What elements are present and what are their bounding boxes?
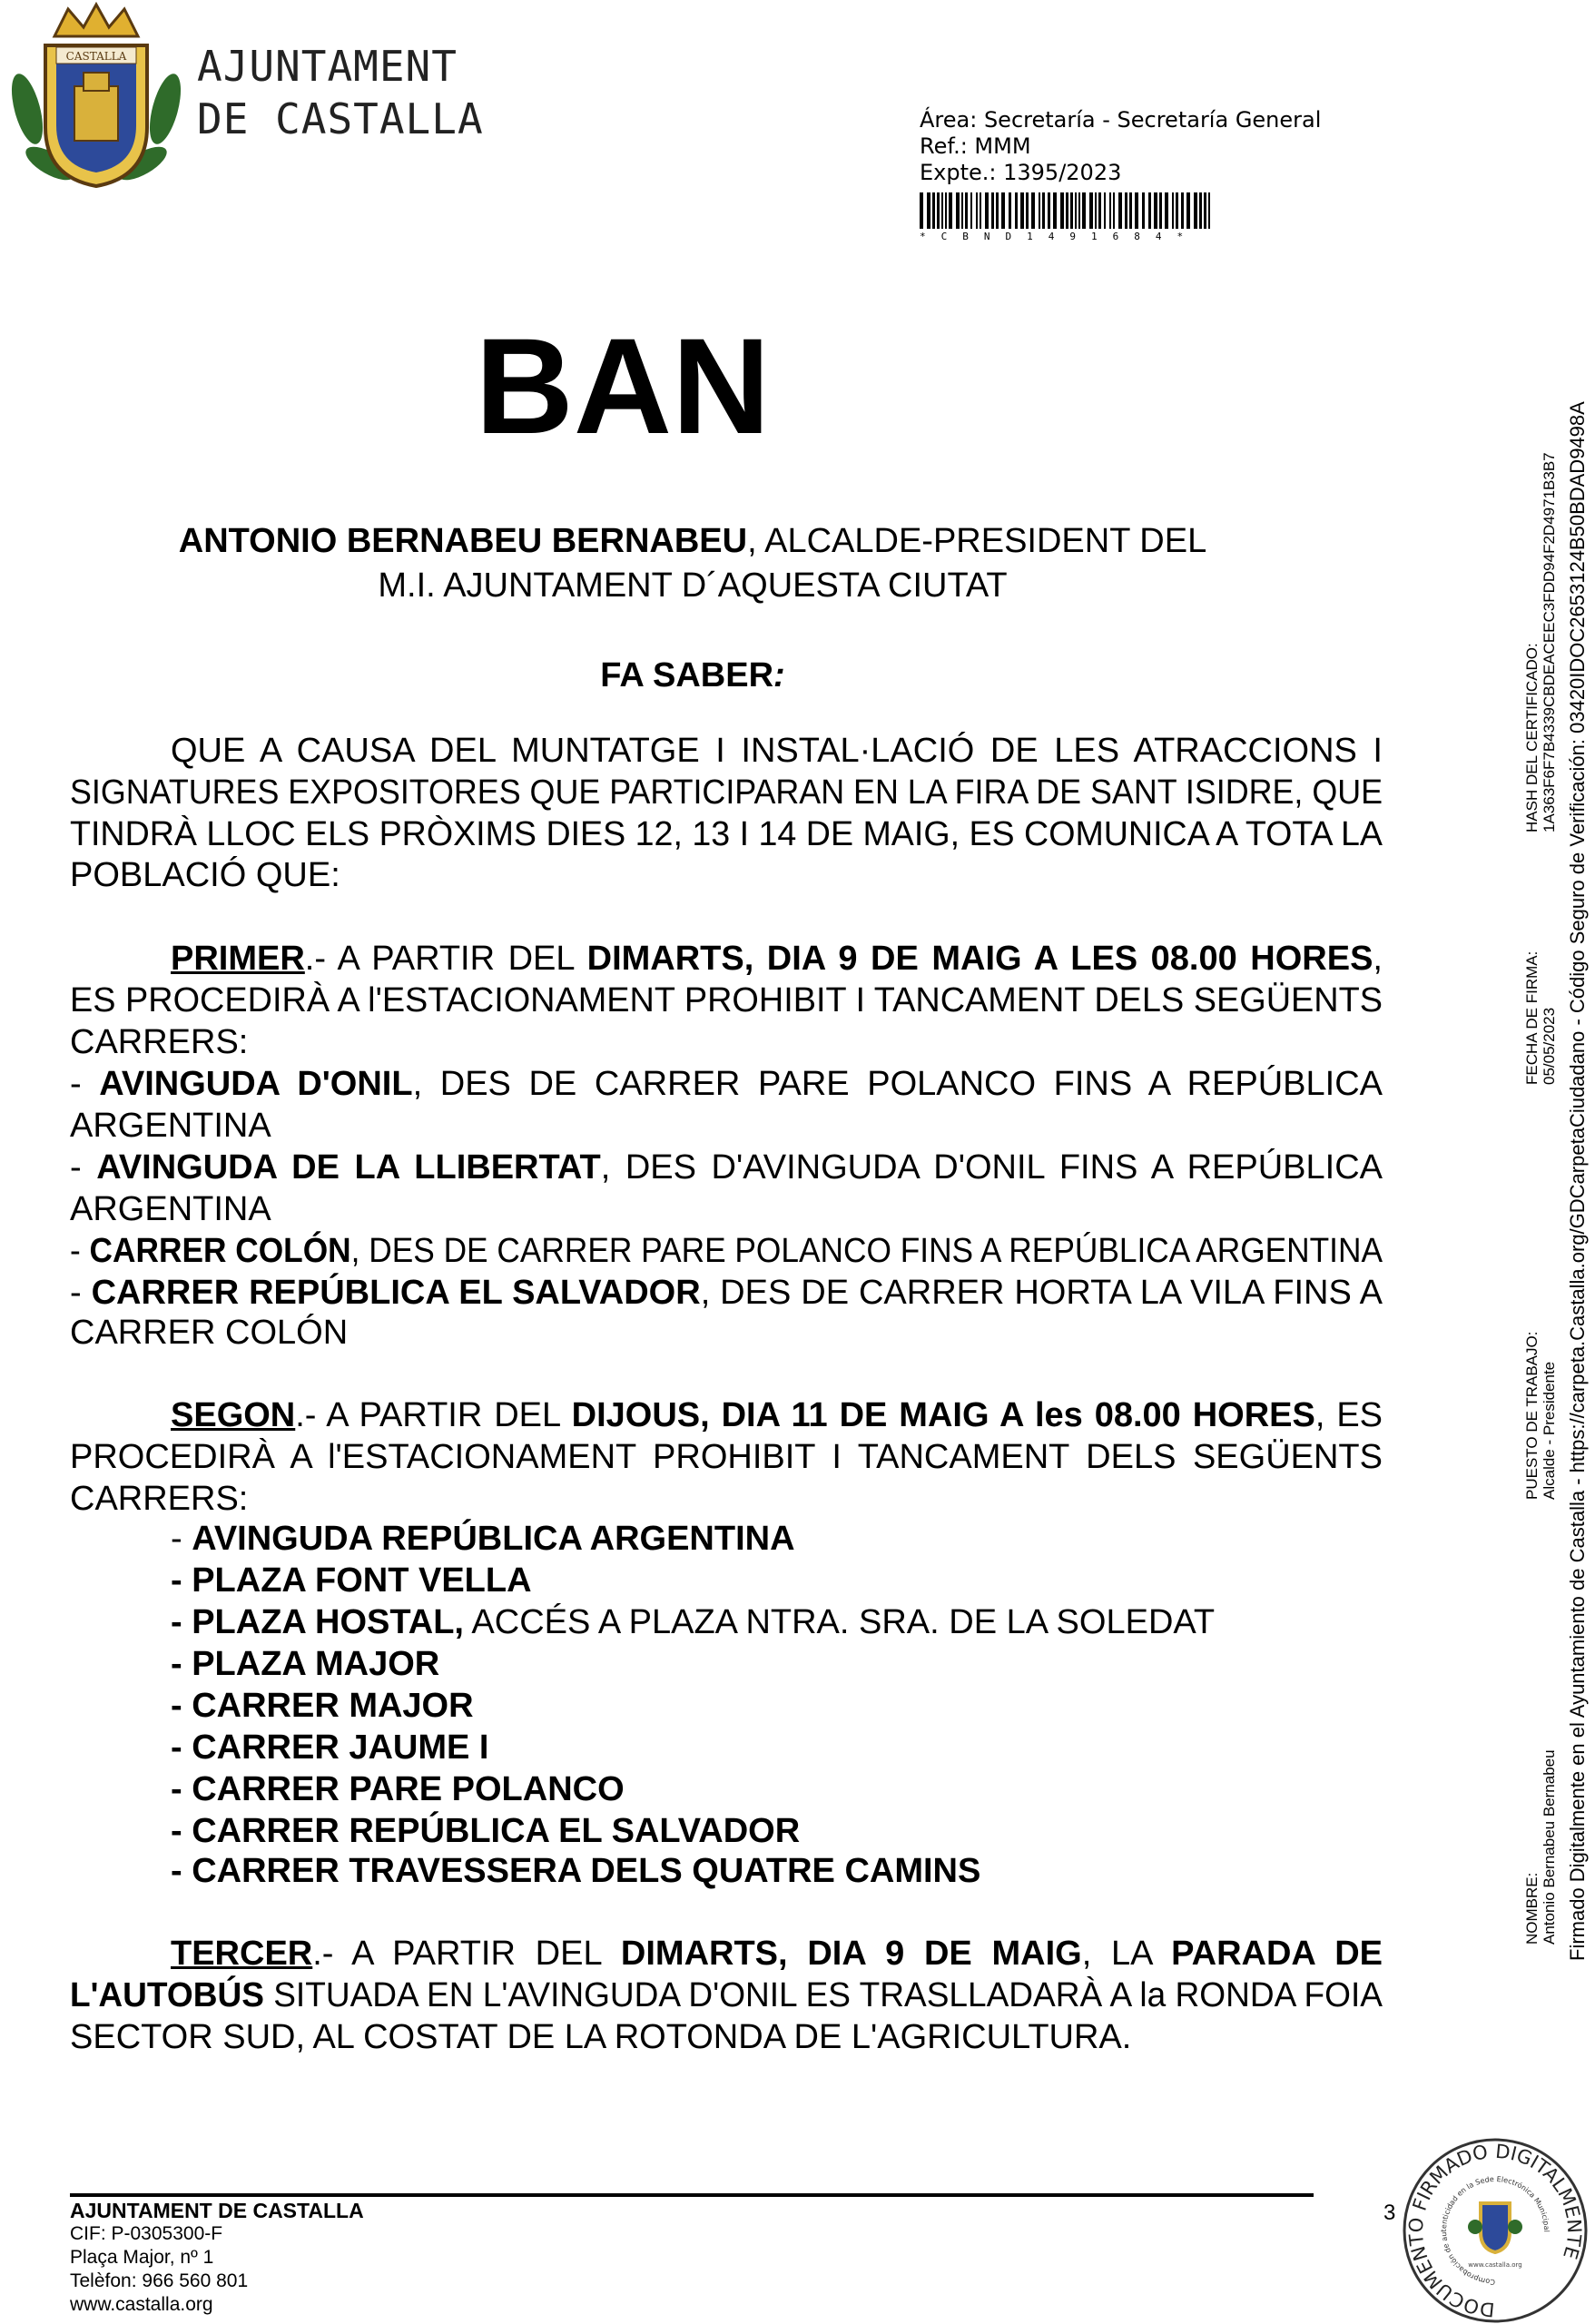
body-text-line — [70, 1188, 1383, 1230]
text-segment: ARGENTINA — [70, 1190, 271, 1228]
barcode-bar — [1129, 192, 1132, 229]
footer-phone: Telèfon: 966 560 801 — [70, 2270, 249, 2291]
barcode-bar — [949, 192, 952, 229]
footer-web: www.castalla.org — [70, 2294, 213, 2315]
body-text-line-content — [171, 938, 1383, 980]
barcode-bar — [985, 192, 989, 229]
body-text-line-content — [70, 1974, 1383, 2016]
text-segment: SECTOR SUD, AL COSTAT DE LA ROTONDA DE L'AGRICULTURA. — [70, 2018, 1132, 2056]
hash-value: 1A363F6F7B4339CBDEACEEC3FDD94F2D4971B3B7 — [1541, 452, 1558, 832]
text-segment: - — [70, 1232, 90, 1270]
barcode-bar — [1172, 192, 1174, 229]
body-text-line-content — [70, 1478, 248, 1520]
body-text-line-content — [171, 1768, 625, 1810]
barcode-bar — [1078, 192, 1080, 229]
emphasis-text: DIMARTS, DIA 9 DE MAIG A LES 08.00 HORES — [586, 940, 1373, 978]
verification-line: Firmado Digitalmente en el Ayuntamiento de Castalla - https://carpeta.Castalla.org/GDCarpetaCiudadano - Código Seguro de Verificación: 03420IDOC2653124B50BDAD9498A — [1566, 401, 1589, 1961]
body-text-line-content — [70, 1063, 1383, 1105]
emphasis-text: - PLAZA FONT VELLA — [171, 1561, 532, 1600]
body-text-line — [171, 1685, 1383, 1727]
barcode-bar — [927, 192, 930, 229]
body-text-line — [70, 813, 1383, 855]
barcode-bar — [1148, 192, 1151, 229]
text-segment: ES PROCEDIRÀ A l'ESTACIONAMENT PROHIBIT I TANCAMENT DELS SEGÜENTS — [70, 981, 1383, 1019]
emphasis-text: - CARRER PARE POLANCO — [171, 1770, 625, 1808]
barcode-bar — [1070, 192, 1073, 229]
barcode-bar — [1113, 192, 1115, 229]
footer-cif: CIF: P-0305300-F — [70, 2223, 223, 2244]
body-text-line-content — [171, 730, 1383, 772]
body-text-line — [70, 772, 1383, 813]
body-text-line — [171, 730, 1383, 772]
barcode-bar — [1031, 192, 1035, 229]
barcode-bar — [1154, 192, 1157, 229]
footer-title: AJUNTAMENT DE CASTALLA — [70, 2199, 364, 2222]
text-segment: SITUADA EN L'AVINGUDA D'ONIL ES TRASLLADARÀ A la RONDA FOIA — [263, 1976, 1383, 2014]
text-segment: .- A PARTIR DEL — [295, 1396, 572, 1434]
organization-name — [197, 40, 484, 145]
body-text-line-content — [70, 813, 1383, 855]
footer-address: Plaça Major, nº 1 — [70, 2247, 214, 2268]
body-text-line — [171, 938, 1383, 980]
text-segment: - — [70, 1065, 100, 1103]
barcode-bar — [1194, 192, 1197, 229]
body-text-line — [70, 1230, 1383, 1272]
expte-text: Expte.: 1395/2023 — [920, 160, 1122, 185]
text-segment: TINDRÀ LLOC ELS PRÒXIMS DIES 12, 13 I 14 DE MAIG, ES COMUNICA A TOTA LA — [70, 815, 1383, 853]
body-text-line — [171, 1768, 1383, 1810]
fa-saber-text: FA SABER — [600, 656, 774, 694]
area-text: Área: Secretaría - Secretaría General — [920, 107, 1322, 133]
text-segment: - — [70, 1148, 97, 1187]
body-text-line — [171, 1810, 1383, 1852]
barcode — [920, 192, 1215, 229]
emphasis-text: - CARRER TRAVESSERA DELS QUATRE CAMINS — [171, 1852, 981, 1890]
text-segment: QUE A CAUSA DEL MUNTATGE I INSTAL·LACIÓ DE LES ATRACCIONS I — [171, 732, 1383, 770]
emphasis-text: - PLAZA HOSTAL, — [171, 1603, 464, 1641]
body-text-line-content — [171, 1850, 980, 1892]
text-segment: , DES DE CARRER PARE POLANCO FINS A REPÚBLICA ARGENTINA — [350, 1232, 1383, 1270]
digital-signature-info — [1521, 383, 1593, 1963]
body-text-line — [70, 1436, 1383, 1478]
barcode-bar — [1208, 192, 1210, 229]
body-text-line — [70, 1478, 1383, 1520]
barcode-text: *CBND1491684* — [920, 231, 1199, 242]
digital-signature-stamp — [1403, 2138, 1589, 2324]
body-text-line-content — [70, 1436, 1383, 1478]
fecha-value: 05/05/2023 — [1541, 1007, 1558, 1085]
barcode-bar — [1204, 192, 1206, 229]
body-text-line — [171, 1560, 1383, 1601]
body-text-line — [171, 1394, 1383, 1436]
body-text-line — [70, 1312, 1383, 1354]
body-text-line-content — [70, 1230, 1383, 1272]
emphasis-text: - PLAZA MAJOR — [171, 1645, 440, 1683]
barcode-bar — [1060, 192, 1064, 229]
barcode-bar — [1039, 192, 1040, 229]
text-segment: - — [70, 1274, 92, 1312]
emphasis-text: CARRER COLÓN — [89, 1232, 351, 1270]
body-text-line-content — [171, 1560, 532, 1601]
barcode-bar — [1199, 192, 1202, 229]
barcode-bar — [965, 192, 968, 229]
barcode-bar — [1020, 192, 1024, 229]
body-text-line — [171, 1850, 1383, 1892]
logo-text: CASTALLA — [65, 50, 127, 63]
emphasis-text: DIMARTS, DIA 9 DE MAIG — [620, 1935, 1082, 1973]
section-heading: TERCER — [171, 1935, 313, 1973]
body-text-line — [70, 2016, 1383, 2058]
barcode-bar — [941, 192, 943, 229]
barcode-bar — [1053, 192, 1057, 229]
text-segment: .- A PARTIR DEL — [304, 940, 587, 978]
emphasis-text: AVINGUDA REPÚBLICA ARGENTINA — [192, 1520, 795, 1558]
fecha-label: FECHA DE FIRMA: — [1523, 950, 1541, 1085]
body-text-line — [70, 854, 1383, 896]
body-text-line — [171, 1643, 1383, 1685]
barcode-bar — [996, 192, 999, 229]
text-segment: CARRER COLÓN — [70, 1314, 349, 1352]
barcode-bar — [1165, 192, 1168, 229]
body-text-line-content — [70, 1021, 248, 1063]
body-text-line-content — [70, 1272, 1383, 1314]
text-segment: , LA — [1081, 1935, 1172, 1973]
body-text-line-content — [171, 1810, 800, 1852]
text-segment: , DES DE CARRER PARE POLANCO FINS A REPÚBLICA — [412, 1065, 1383, 1103]
section-heading: SEGON — [171, 1396, 296, 1434]
text-segment: CARRERS: — [70, 1480, 249, 1518]
barcode-bar — [1159, 192, 1162, 229]
body-text-line-content — [171, 1727, 488, 1768]
barcode-bar — [1142, 192, 1145, 229]
emphasis-text: CARRER REPÚBLICA EL SALVADOR — [91, 1274, 701, 1312]
body-text-line-content — [171, 1601, 1215, 1643]
puesto-label: PUESTO DE TRABAJO: — [1523, 1331, 1541, 1500]
text-segment: ARGENTINA — [70, 1107, 271, 1145]
barcode-bar — [1089, 192, 1093, 229]
body-text-line-content — [70, 1188, 271, 1230]
barcode-bar — [1066, 192, 1068, 229]
fa-saber-heading — [70, 656, 1315, 695]
body-text-line — [70, 1021, 1383, 1063]
body-text-line-content — [70, 854, 340, 896]
barcode-bar — [991, 192, 994, 229]
footer-divider — [70, 2193, 1314, 2197]
castalla-coat-of-arms-logo — [0, 0, 192, 195]
body-text-line-content — [171, 1685, 474, 1727]
document-metadata — [920, 107, 1321, 186]
text-segment: , ES — [1314, 1396, 1383, 1434]
nombre-label: NOMBRE: — [1523, 1872, 1541, 1945]
body-text-line-content — [70, 1312, 348, 1354]
barcode-bar — [1104, 192, 1106, 229]
text-segment: , — [1373, 940, 1383, 978]
barcode-bar — [1095, 192, 1097, 229]
body-text-line-content — [70, 980, 1383, 1021]
barcode-bar — [1098, 192, 1101, 229]
text-segment: , DES D'AVINGUDA D'ONIL FINS A REPÚBLICA — [600, 1148, 1383, 1187]
emphasis-text: - CARRER MAJOR — [171, 1687, 474, 1725]
body-text-line — [171, 1518, 1383, 1560]
stamp-url: www.castalla.org — [1468, 2261, 1522, 2269]
barcode-bar — [1186, 192, 1190, 229]
barcode-bar — [1109, 192, 1111, 229]
org-name-line-1: AJUNTAMENT — [197, 42, 458, 91]
barcode-bar — [1181, 192, 1184, 229]
emphasis-text: AVINGUDA DE LA LLIBERTAT — [96, 1148, 601, 1187]
fa-saber-colon: : — [773, 656, 785, 694]
barcode-bar — [937, 192, 940, 229]
body-text-line — [171, 1933, 1383, 1974]
nombre-value: Antonio Bernabeu Bernabeu — [1541, 1749, 1558, 1945]
barcode-bar — [976, 192, 978, 229]
barcode-bar — [1048, 192, 1050, 229]
barcode-bar — [956, 192, 960, 229]
text-segment: SIGNATURES EXPOSITORES QUE PARTICIPARAN EN LA FIRA DE SANT ISIDRE, QUE — [70, 773, 1383, 812]
body-text-line — [70, 1105, 1383, 1147]
barcode-bar — [1082, 192, 1086, 229]
body-text-line-content — [171, 1518, 795, 1560]
text-segment: POBLACIÓ QUE: — [70, 856, 340, 894]
body-text-line-content — [70, 1147, 1383, 1188]
barcode-bar — [970, 192, 972, 229]
section-heading: PRIMER — [171, 940, 305, 978]
barcode-bar — [1015, 192, 1018, 229]
text-segment: .- A PARTIR DEL — [312, 1935, 621, 1973]
text-segment: - — [171, 1520, 192, 1558]
barcode-bar — [920, 192, 923, 229]
barcode-bar — [1118, 192, 1122, 229]
mayor-role: , ALCALDE-PRESIDENT DEL — [747, 522, 1207, 560]
body-text-line — [70, 980, 1383, 1021]
stamp-outer-text: DOCUMENTO FIRMADO DIGITALMENTE — [1404, 2140, 1586, 2321]
mayor-name: ANTONIO BERNABEU BERNABEU — [178, 522, 748, 560]
barcode-bar — [932, 192, 935, 229]
emphasis-text: AVINGUDA D'ONIL — [99, 1065, 413, 1103]
body-text-line-content — [70, 2016, 1131, 2058]
body-text-line-content — [70, 772, 1383, 813]
barcode-bar — [1135, 192, 1138, 229]
mayor-line — [70, 522, 1315, 561]
body-text-line — [171, 1601, 1383, 1643]
barcode-bar — [1009, 192, 1011, 229]
hash-label: HASH DEL CERTIFICADO: — [1523, 643, 1541, 832]
barcode-bar — [1125, 192, 1127, 229]
emphasis-text: - CARRER JAUME I — [171, 1728, 489, 1767]
text-segment: ACCÉS A PLAZA NTRA. SRA. DE LA SOLEDAT — [463, 1603, 1216, 1641]
body-text-line-content — [171, 1643, 439, 1685]
barcode-bar — [1026, 192, 1029, 229]
body-text-line — [70, 1272, 1383, 1314]
council-line: M.I. AJUNTAMENT D´AQUESTA CIUTAT — [378, 566, 1008, 605]
text-segment: PROCEDIRÀ A l'ESTACIONAMENT PROHIBIT I TANCAMENT DELS SEGÜENTS — [70, 1438, 1383, 1476]
barcode-bar — [945, 192, 947, 229]
barcode-bar — [980, 192, 981, 229]
body-text-line-content — [171, 1394, 1383, 1436]
emphasis-text: DIJOUS, DIA 11 DE MAIG A les 08.00 HORES — [571, 1396, 1315, 1434]
barcode-bar — [1075, 192, 1077, 229]
body-text-line — [171, 1727, 1383, 1768]
footer-contact — [70, 2199, 364, 2317]
body-text-line-content — [70, 1105, 271, 1147]
text-segment: , DES DE CARRER HORTA LA VILA FINS A — [700, 1274, 1383, 1312]
org-name-line-2: DE CASTALLA — [197, 94, 484, 143]
ref-text: Ref.: MMM — [920, 133, 1031, 159]
emphasis-text: PARADA DE — [1171, 1935, 1383, 1973]
body-text-line — [70, 1147, 1383, 1188]
puesto-value: Alcalde - Presidente — [1541, 1361, 1558, 1500]
barcode-bar — [1001, 192, 1005, 229]
body-text-line — [70, 1974, 1383, 2016]
document-title: BAN — [475, 310, 771, 462]
emphasis-text: L'AUTOBÚS — [70, 1976, 264, 2014]
emphasis-text: - CARRER REPÚBLICA EL SALVADOR — [171, 1812, 801, 1850]
text-segment: CARRERS: — [70, 1023, 249, 1061]
barcode-bar — [1042, 192, 1045, 229]
page-number: 3 — [1383, 2201, 1396, 2225]
body-text-line — [70, 1063, 1383, 1105]
barcode-bar — [1176, 192, 1178, 229]
stamp-inner-text: Comprobación de autenticidad en la Sede Electrónica Municipal — [1440, 2174, 1551, 2287]
body-text-line-content — [171, 1933, 1383, 1974]
barcode-bar — [961, 192, 963, 229]
